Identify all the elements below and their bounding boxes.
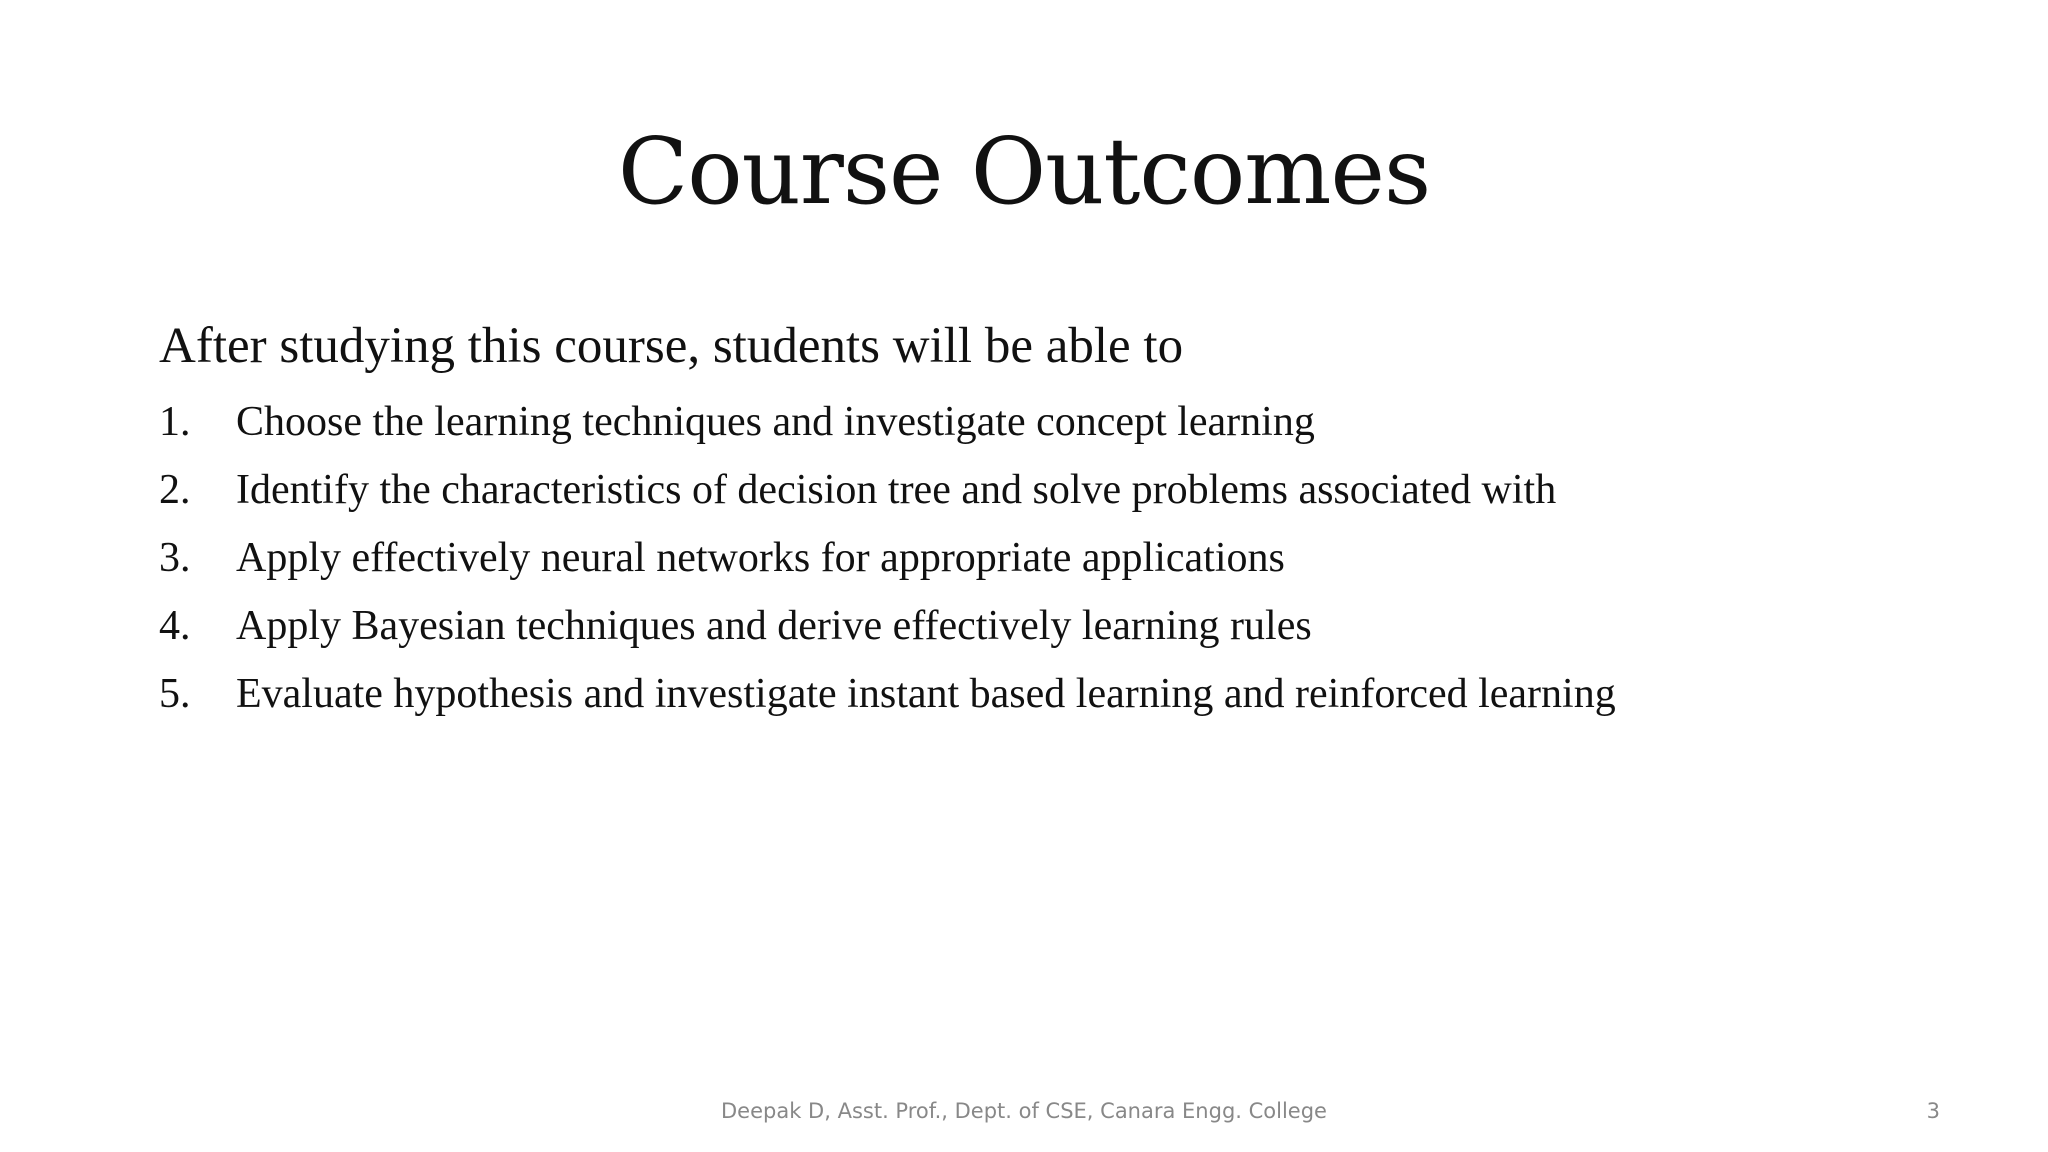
outcome-number: 2. [159, 467, 191, 513]
outcome-number: 4. [159, 603, 191, 649]
outcomes-list [159, 388, 1616, 728]
outcome-text: Apply Bayesian techniques and derive effectively learning rules [236, 603, 1312, 649]
intro-text: After studying this course, students will be able to [159, 318, 1184, 374]
outcome-text: Identify the characteristics of decision tree and solve problems associated with [236, 467, 1557, 513]
slide-title: Course Outcomes [617, 118, 1431, 225]
outcome-item [159, 388, 1616, 456]
outcome-text: Evaluate hypothesis and investigate instant based learning and reinforced learning [236, 671, 1616, 717]
outcome-item [159, 660, 1616, 728]
footer-text: Deepak D, Asst. Prof., Dept. of CSE, Canara Engg. College [721, 1099, 1327, 1123]
outcome-item [159, 456, 1616, 524]
outcome-item [159, 524, 1616, 592]
page-number: 3 [1926, 1099, 1940, 1123]
outcome-number: 5. [159, 671, 191, 717]
outcome-number: 1. [159, 399, 191, 445]
outcome-number: 3. [159, 535, 191, 581]
outcome-text: Choose the learning techniques and investigate concept learning [236, 399, 1315, 445]
outcome-text: Apply effectively neural networks for appropriate applications [236, 535, 1285, 581]
outcome-item [159, 592, 1616, 660]
